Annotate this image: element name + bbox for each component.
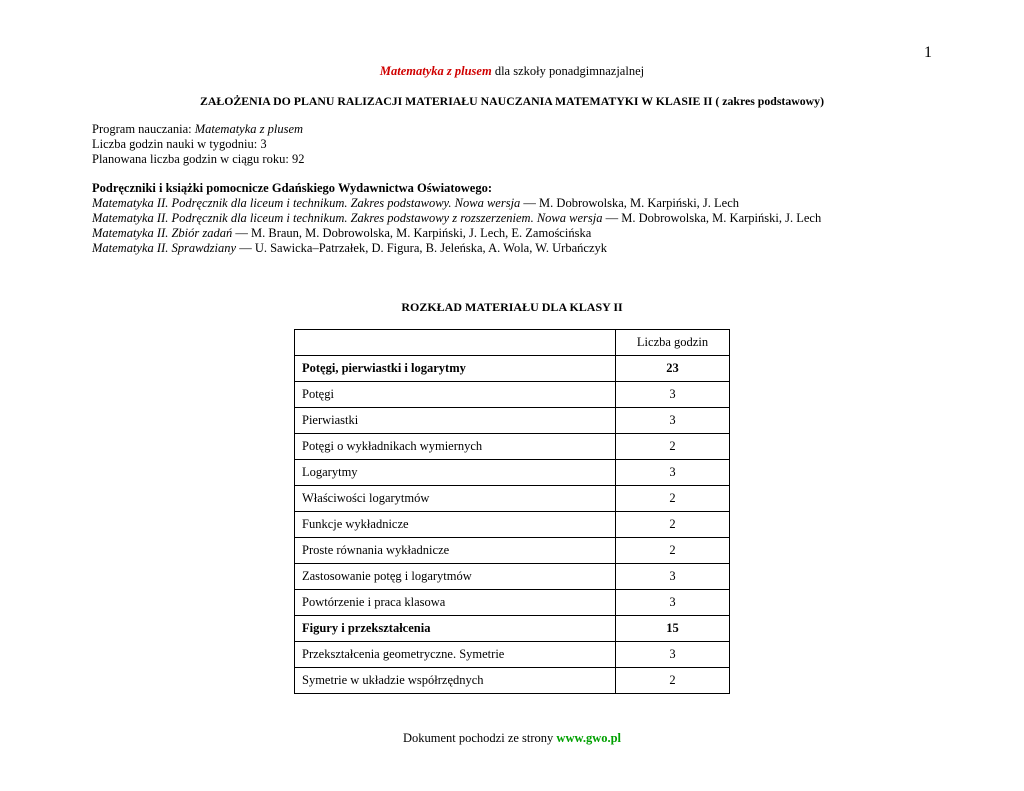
table-section-row <box>295 356 730 382</box>
hours-cell: 15 <box>616 616 730 642</box>
book-authors: — M. Braun, M. Dobrowolska, M. Karpiński, J. Lech, E. Zamościńska <box>232 226 592 240</box>
hours-cell: 3 <box>616 590 730 616</box>
page-number: 1 <box>924 44 932 61</box>
footer-text: Dokument pochodzi ze strony <box>402 731 557 745</box>
footer-site-link[interactable]: www.gwo.pl <box>556 731 622 745</box>
book-authors: — U. Sawicka–Patrzałek, D. Figura, B. Jeleńska, A. Wola, W. Urbańczyk <box>236 241 607 255</box>
table-row <box>295 538 730 564</box>
table-row <box>295 564 730 590</box>
hours-cell: 23 <box>616 356 730 382</box>
table-row <box>295 590 730 616</box>
book-item <box>92 196 821 211</box>
hours-cell: 2 <box>616 512 730 538</box>
books-section <box>92 181 821 256</box>
topic-cell: Przekształcenia geometryczne. Symetrie <box>295 642 616 668</box>
hours-per-week: Liczba godzin nauki w tygodniu: 3 <box>92 137 267 151</box>
book-title: Matematyka II. Zbiór zadań <box>92 226 233 240</box>
topic-cell: Proste równania wykładnicze <box>295 538 616 564</box>
program-info <box>92 122 304 167</box>
book-item <box>92 211 821 226</box>
program-name: Matematyka z plusem <box>194 122 304 136</box>
topic-cell: Figury i przekształcenia <box>295 616 616 642</box>
hours-cell: 2 <box>616 538 730 564</box>
page-title: ZAŁOŻENIA DO PLANU RALIZACJI MATERIAŁU NAUCZANIA MATEMATYKI W KLASIE II ( zakres podstawowy) <box>200 94 824 108</box>
book-title: Matematyka II. Podręcznik dla liceum i technikum. Zakres podstawowy. Nowa wersja <box>92 196 521 210</box>
table-row <box>295 408 730 434</box>
program-line <box>92 122 304 137</box>
table-row <box>295 382 730 408</box>
topic-cell: Zastosowanie potęg i logarytmów <box>295 564 616 590</box>
header-hours-cell: Liczba godzin <box>616 330 730 356</box>
books-heading: Podręczniki i książki pomocnicze Gdańskiego Wydawnictwa Oświatowego: <box>92 181 492 195</box>
hours-cell: 2 <box>616 434 730 460</box>
series-name: Matematyka z plusem <box>379 64 492 78</box>
topic-cell: Powtórzenie i praca klasowa <box>295 590 616 616</box>
hours-cell: 3 <box>616 460 730 486</box>
topic-cell: Symetrie w układzie współrzędnych <box>295 668 616 694</box>
book-authors: — M. Dobrowolska, M. Karpiński, J. Lech <box>520 196 740 210</box>
subtitle-rest: dla szkoły ponadgimnazjalnej <box>491 64 645 78</box>
hours-cell: 3 <box>616 408 730 434</box>
table-row <box>295 434 730 460</box>
table-title: ROZKŁAD MATERIAŁU DLA KLASY II <box>401 300 623 314</box>
table-header-row <box>295 330 730 356</box>
book-item <box>92 226 821 241</box>
topic-cell: Potęgi <box>295 382 616 408</box>
table-row <box>295 460 730 486</box>
page-footer <box>0 731 1024 746</box>
hours-per-year: Planowana liczba godzin w ciągu roku: 92 <box>92 152 305 166</box>
topic-cell: Właściwości logarytmów <box>295 486 616 512</box>
schedule-table <box>294 329 730 694</box>
table-section-row <box>295 616 730 642</box>
hours-cell: 3 <box>616 642 730 668</box>
topic-cell: Funkcje wykładnicze <box>295 512 616 538</box>
document-subtitle <box>0 64 1024 79</box>
header-topic-cell <box>295 330 616 356</box>
table-row <box>295 512 730 538</box>
hours-cell: 2 <box>616 486 730 512</box>
program-label: Program nauczania: <box>92 122 195 136</box>
topic-cell: Potęgi o wykładnikach wymiernych <box>295 434 616 460</box>
book-item <box>92 241 821 256</box>
hours-cell: 3 <box>616 564 730 590</box>
hours-cell: 3 <box>616 382 730 408</box>
book-title: Matematyka II. Podręcznik dla liceum i technikum. Zakres podstawowy z rozszerzeniem. Nowa wersja <box>92 211 603 225</box>
topic-cell: Pierwiastki <box>295 408 616 434</box>
topic-cell: Logarytmy <box>295 460 616 486</box>
table-row <box>295 642 730 668</box>
table-row <box>295 668 730 694</box>
hours-cell: 2 <box>616 668 730 694</box>
topic-cell: Potęgi, pierwiastki i logarytmy <box>295 356 616 382</box>
table-row <box>295 486 730 512</box>
book-authors: — M. Dobrowolska, M. Karpiński, J. Lech <box>602 211 822 225</box>
book-title: Matematyka II. Sprawdziany <box>92 241 237 255</box>
